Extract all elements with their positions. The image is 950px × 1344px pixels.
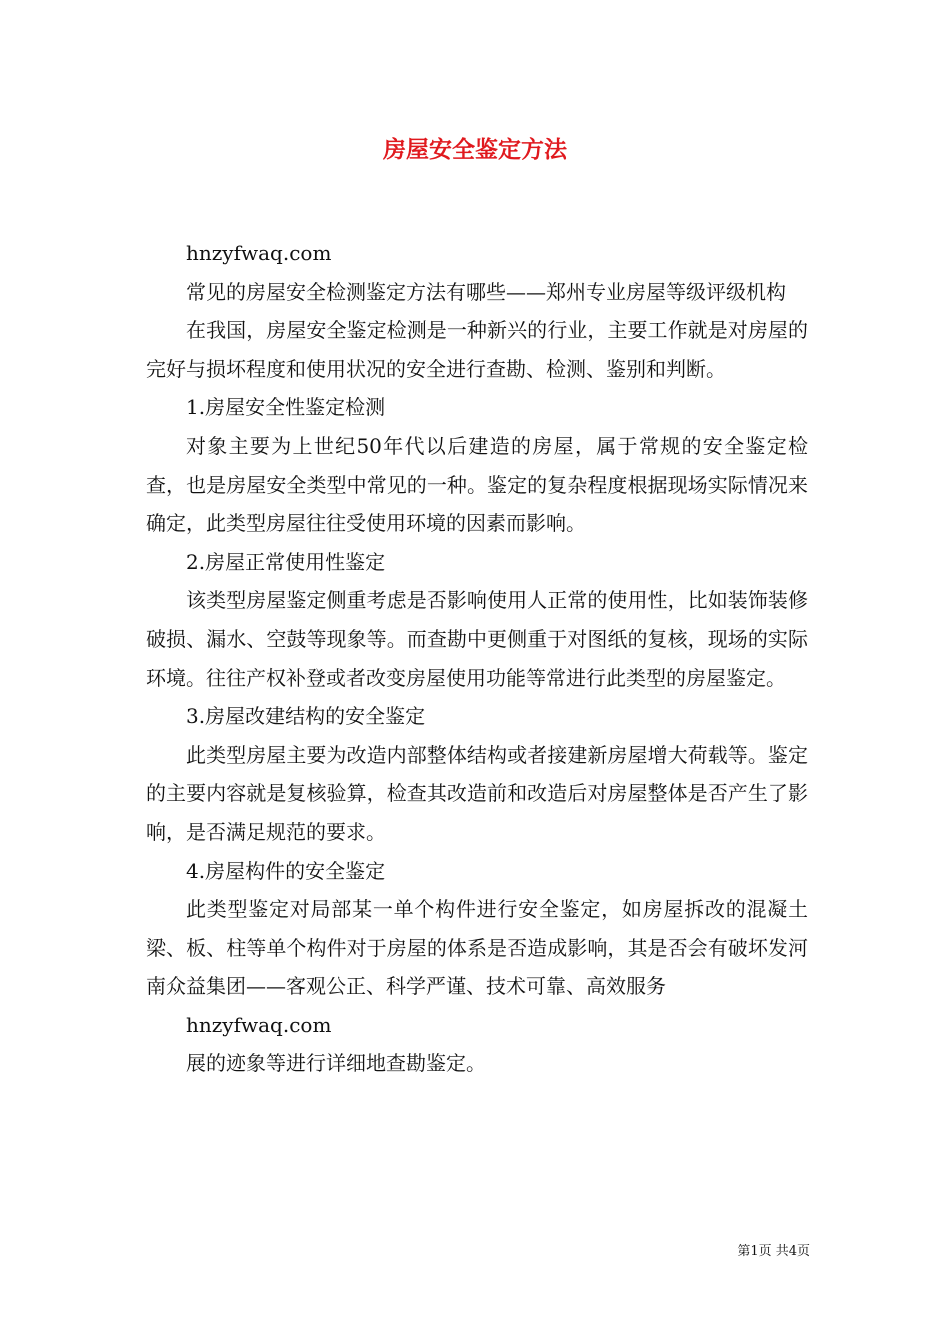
paragraph-site-url: hnzyfwaq.com: [186, 241, 332, 265]
document-body: [146, 234, 808, 1083]
document-title: 房屋安全鉴定方法: [383, 136, 567, 163]
paragraph-intro-heading: 常见的房屋安全检测鉴定方法有哪些——郑州专业房屋等级评级机构: [186, 279, 786, 304]
section-text-2: 该类型房屋鉴定侧重考虑是否影响使用人正常的使用性，比如装饰装修破损、漏水、空鼓等现象等。而查勘中更侧重于对图纸的复核，现场的实际环境。往往产权补登或者改变房屋使用功能等常进行此类型的房屋鉴定。: [146, 588, 808, 690]
section-heading-1: 1.房屋安全性鉴定检测: [186, 395, 386, 420]
section-text-1: 对象主要为上世纪50年代以后建造的房屋，属于常规的安全鉴定检查，也是房屋安全类型中常见的一种。鉴定的复杂程度根据现场实际情况来确定，此类型房屋往往受使用环境的因素而影响。: [146, 433, 808, 536]
section-heading-3: 3.房屋改建结构的安全鉴定: [186, 704, 426, 729]
paragraph-intro: 在我国，房屋安全鉴定检测是一种新兴的行业，主要工作就是对房屋的完好与损坏程度和使用状况的安全进行查勘、检测、鉴别和判断。: [146, 318, 808, 381]
section-text-4: 此类型鉴定对局部某一单个构件进行安全鉴定，如房屋拆改的混凝土梁、板、柱等单个构件对于房屋的体系是否造成影响，其是否会有破坏发河南众益集团——客观公正、科学严谨、技术可靠、高效服务: [146, 897, 808, 999]
page-number-footer: 第1页 共4页: [737, 1244, 810, 1259]
section-text-3: 此类型房屋主要为改造内部整体结构或者接建新房屋增大荷载等。鉴定的主要内容就是复核验算，检查其改造前和改造后对房屋整体是否产生了影响，是否满足规范的要求。: [146, 742, 808, 844]
paragraph-site-url-2: hnzyfwaq.com: [186, 1012, 332, 1037]
section-heading-2: 2.房屋正常使用性鉴定: [186, 549, 386, 574]
paragraph-closing: 展的迹象等进行详细地查勘鉴定。: [186, 1051, 486, 1076]
section-heading-4: 4.房屋构件的安全鉴定: [186, 858, 386, 883]
